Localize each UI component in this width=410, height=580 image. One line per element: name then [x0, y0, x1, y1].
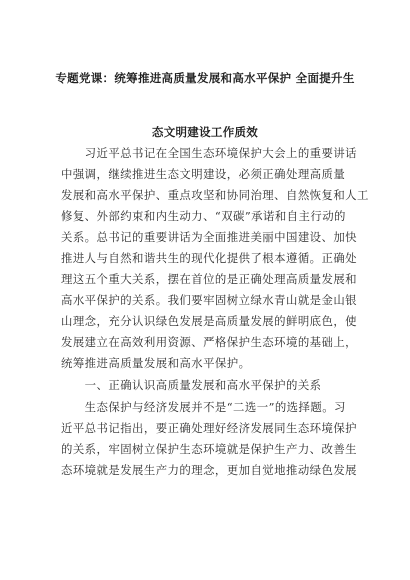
document-title-line-2: 态文明建设工作质效 [151, 125, 259, 139]
body-line: 近平总书记指出，要正确处理好经济发展同生态环境保护 [61, 421, 358, 435]
body-line: 生态保护与经济发展并不是“二选一”的选择题。习 [61, 400, 346, 414]
body-line: 的关系，牢固树立保护生态环境就是保护生产力、改善生 [61, 442, 358, 456]
body-line: 中强调，继续推进生态文明建设，必须正确处理高质量 [61, 167, 346, 181]
body-line: 态环境就是发展生产力的理念，更加自觉地推动绿色发展 [61, 463, 358, 477]
body-line: 关系。总书记的重要讲话为全面推进美丽中国建设、加快 [61, 230, 358, 244]
body-line: 发展建立在高效利用资源、严格保护生态环境的基础上， [61, 335, 358, 349]
body-line: 发展和高水平保护、重点攻坚和协同治理、自然恢复和人工 [61, 188, 369, 202]
body-line: 习近平总书记在全国生态环境保护大会上的重要讲话 [61, 146, 358, 160]
body-line: 高水平保护的关系。我们要牢固树立绿水青山就是金山银 [61, 293, 358, 307]
body-line: 理这五个重大关系，摆在首位的是正确处理高质量发展和 [61, 272, 358, 286]
body-line: 统筹推进高质量发展和高水平保护。 [61, 356, 251, 370]
body-line: 山理念，充分认识绿色发展是高质量发展的鲜明底色，使 [61, 314, 358, 328]
document-title-line-1: 专题党课：统筹推进高质量发展和高水平保护 全面提升生 [55, 71, 355, 85]
section-heading: 一、正确认识高质量发展和高水平保护的关系 [61, 378, 322, 392]
body-line: 推进人与自然和谐共生的现代化提供了根本遵循。正确处 [61, 251, 358, 265]
body-line: 修复、外部约束和内生动力、“双碳”承诺和自主行动的 [61, 209, 346, 223]
